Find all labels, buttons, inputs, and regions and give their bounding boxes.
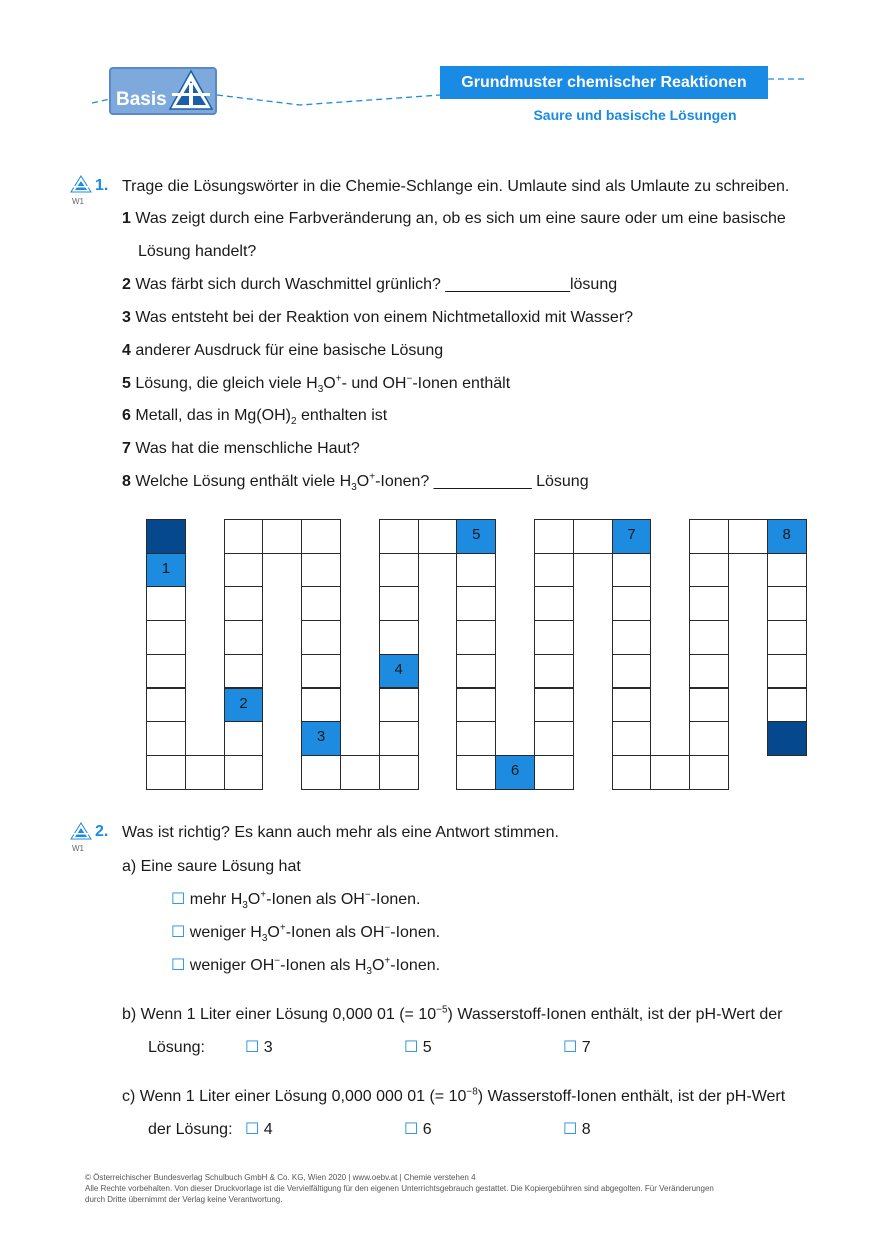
footer [85,1172,805,1205]
grid-cell[interactable] [379,721,419,756]
grid-cell[interactable] [728,519,768,554]
level-triangle-icon [69,175,93,193]
task-2a-option-3[interactable]: ☐ weniger OH−-Ionen als $H_3O^+$-Ionen. [171,955,441,978]
grid-cell-number[interactable]: 6 [495,755,535,790]
checkbox[interactable]: ☐ [171,891,186,908]
grid-cell[interactable] [456,688,496,723]
grid-cell[interactable] [301,755,341,790]
grid-cell[interactable] [534,688,574,723]
task-1-q3: 3 Was entsteht bei der Reaktion von einem Nichtmetalloxid mit Wasser? [122,309,634,326]
task-2b-option-3[interactable]: ☐ 7 [563,1039,591,1056]
task-2-number: 2. [95,823,109,840]
grid-cell[interactable] [456,553,496,588]
level-triangle-icon [69,822,93,840]
task-1-q1-cont: Lösung handelt? [138,243,257,260]
grid-cell[interactable] [689,755,729,790]
grid-cell[interactable] [689,620,729,655]
checkbox[interactable]: ☐ [171,957,186,974]
grid-cell[interactable] [767,688,807,723]
checkbox[interactable]: ☐ [404,1121,419,1138]
grid-cell[interactable] [379,553,419,588]
grid-cell[interactable] [689,688,729,723]
grid-cell[interactable] [534,620,574,655]
task-1-q7: 7 Was hat die menschliche Haut? [122,440,360,457]
grid-cell[interactable] [456,654,496,689]
grid-cell[interactable] [379,620,419,655]
grid-cell-number[interactable]: 7 [612,519,652,554]
grid-cell[interactable] [379,755,419,790]
grid-cell[interactable] [767,620,807,655]
task-1-q2: 2 Was färbt sich durch Waschmittel grünlich? ______________lösung [122,276,618,293]
task-2a-title: a) Eine saure Lösung hat [122,858,301,875]
task-2c-option-3[interactable]: ☐ 8 [563,1121,591,1138]
grid-cell[interactable] [534,654,574,689]
grid-cell[interactable] [146,688,186,723]
grid-cell[interactable] [301,688,341,723]
grid-cell[interactable] [612,586,652,621]
task-1-q8: 8 Welche Lösung enthält viele $H_3O^+$-Ionen? ___________ Lösung [122,471,589,494]
grid-cell[interactable] [301,519,341,554]
checkbox[interactable]: ☐ [563,1121,578,1138]
grid-cell[interactable] [456,755,496,790]
checkbox[interactable]: ☐ [563,1039,578,1056]
grid-cell[interactable] [767,553,807,588]
grid-cell[interactable] [689,586,729,621]
grid-cell[interactable] [573,519,613,554]
checkbox[interactable]: ☐ [245,1039,260,1056]
grid-cell-number[interactable]: 1 [146,553,186,588]
grid-cell[interactable] [301,654,341,689]
grid-cell[interactable] [146,654,186,689]
task-1-number: 1. [95,177,109,194]
grid-cell[interactable] [534,755,574,790]
grid-cell[interactable] [224,721,264,756]
grid-cell[interactable] [146,620,186,655]
triangle-icon [168,69,214,111]
grid-cell[interactable] [534,721,574,756]
grid-cell[interactable] [224,519,264,554]
grid-cell[interactable] [456,620,496,655]
grid-cell[interactable] [612,553,652,588]
grid-cell[interactable] [612,620,652,655]
grid-cell[interactable] [379,688,419,723]
grid-cell[interactable] [340,755,380,790]
grid-cell[interactable] [767,654,807,689]
grid-cell[interactable] [224,586,264,621]
footer-copyright: © Österreichischer Bundesverlag Schulbuch GmbH & Co. KG, Wien 2020 | www.oebv.at | Chemie verstehen 4 [85,1173,476,1182]
grid-cell[interactable] [146,755,186,790]
grid-cell-number[interactable]: 3 [301,721,341,756]
task-1-intro: Trage die Lösungswörter in die Chemie-Schlange ein. Umlaute sind als Umlaute zu schreiben. [122,178,790,195]
grid-cell[interactable] [612,688,652,723]
task-1-q1: 1 Was zeigt durch eine Farbveränderung an, ob es sich um eine saure oder um eine basische [122,210,786,227]
grid-cell[interactable] [689,654,729,689]
grid-cell[interactable] [301,620,341,655]
task-2c-label: der Lösung: [148,1121,233,1138]
footer-rights-cont: durch Dritte übernimmt der Verlag keine Verantwortung. [85,1195,283,1204]
task-2b-question: b) Wenn 1 Liter einer Lösung 0,000 01 (= $10^{-5}$) Wasserstoff-Ionen enthält, ist der pH-Wert der [122,1004,783,1023]
grid-cell[interactable] [689,721,729,756]
task-2c-option-2[interactable]: ☐ 6 [404,1121,432,1138]
task-2b-option-1[interactable]: ☐ 3 [245,1039,273,1056]
task-2-level: W1 [72,844,84,853]
grid-cell[interactable] [146,721,186,756]
task-2a-option-1[interactable]: ☐ mehr $H_3O^+$-Ionen als OH−-Ionen. [171,889,421,912]
checkbox[interactable]: ☐ [404,1039,419,1056]
grid-cell[interactable] [612,755,652,790]
task-2-intro: Was ist richtig? Es kann auch mehr als eine Antwort stimmen. [122,824,559,841]
task-2b-label: Lösung: [148,1039,205,1056]
grid-cell[interactable] [767,586,807,621]
basis-logo-text: Basis [116,89,167,110]
grid-cell[interactable] [612,721,652,756]
grid-cell[interactable] [767,721,807,756]
grid-cell[interactable] [534,586,574,621]
task-1-q5: 5 Lösung, die gleich viele $H_3O^+-$ und OH−-Ionen enthält [122,373,511,396]
task-2a-option-2[interactable]: ☐ weniger $H_3O^+$-Ionen als OH−-Ionen. [171,922,441,945]
grid-cell[interactable] [379,519,419,554]
grid-cell[interactable] [534,553,574,588]
grid-cell-number[interactable]: 2 [224,688,264,723]
grid-cell[interactable] [262,519,302,554]
grid-cell[interactable] [301,553,341,588]
grid-cell[interactable] [301,586,341,621]
grid-cell[interactable] [185,755,225,790]
grid-cell[interactable] [456,721,496,756]
page-title: Grundmuster chemischer Reaktionen [461,74,747,91]
grid-cell[interactable] [456,586,496,621]
task-1-q4: 4 anderer Ausdruck für eine basische Lösung [122,342,444,359]
task-2c-question: c) Wenn 1 Liter einer Lösung 0,000 000 01 (= $10^{-8}$) Wasserstoff-Ionen enthält, ist der pH-Wert [122,1086,786,1105]
grid-cell[interactable] [612,654,652,689]
grid-cell-number[interactable]: 5 [456,519,496,554]
task-2b-option-2[interactable]: ☐ 5 [404,1039,432,1056]
grid-cell[interactable] [146,586,186,621]
grid-cell-number[interactable]: 8 [767,519,807,554]
grid-cell[interactable] [650,755,690,790]
footer-rights: Alle Rechte vorbehalten. Von dieser Druckvorlage ist die Vervielfältigung für den eigenen Unterrichtsgebrauch gestattet. Die Kopiergebühren sind abgegolten. Für Veränderungen [85,1184,714,1193]
task-1-q6: 6 Metall, das in $Mg(OH)_2$ enthalten ist [122,407,388,428]
grid-cell[interactable] [224,654,264,689]
grid-cell[interactable] [146,519,186,554]
grid-cell-number[interactable]: 4 [379,654,419,689]
grid-cell[interactable] [224,553,264,588]
grid-cell[interactable] [534,519,574,554]
task-2c-option-1[interactable]: ☐ 4 [245,1121,273,1138]
grid-cell[interactable] [224,755,264,790]
grid-cell[interactable] [689,553,729,588]
grid-cell[interactable] [418,519,458,554]
grid-cell[interactable] [689,519,729,554]
grid-cell[interactable] [379,586,419,621]
checkbox[interactable]: ☐ [171,924,186,941]
checkbox[interactable]: ☐ [245,1121,260,1138]
grid-cell[interactable] [224,620,264,655]
page-subtitle: Saure und basische Lösungen [533,107,737,123]
task-1-level: W1 [72,197,84,206]
